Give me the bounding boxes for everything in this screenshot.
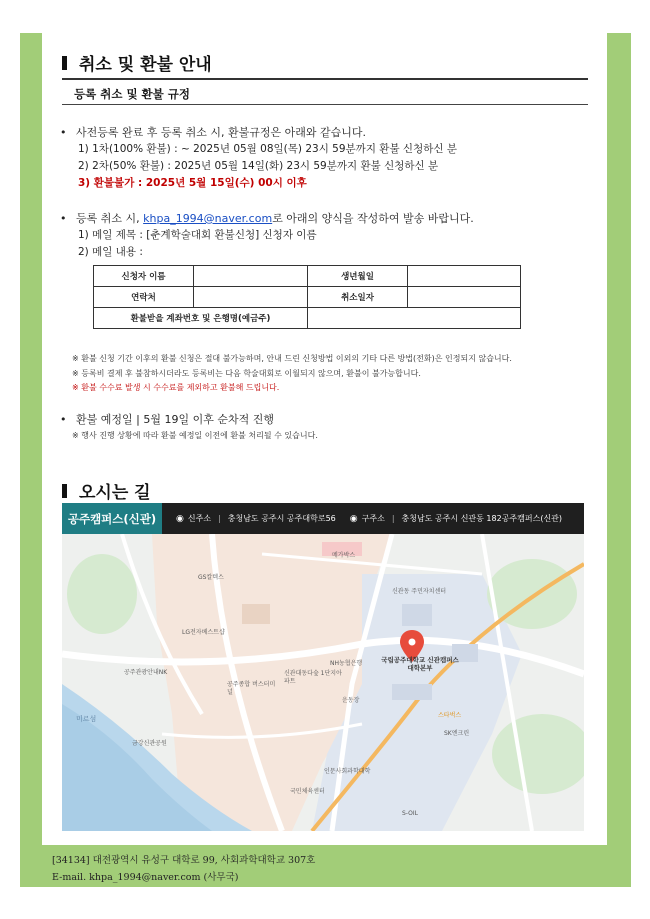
map-label-lg: LG전자베스트샵 — [182, 629, 225, 636]
form-label-applicant: 신청자 이름 — [94, 266, 194, 287]
refund-section-title — [62, 50, 212, 75]
bullet2-prefix: 등록 취소 시, — [76, 212, 144, 225]
form-label-cancel-date: 취소일자 — [308, 287, 408, 308]
form-cell-applicant — [194, 266, 308, 287]
new-address-label: 신주소 — [187, 514, 212, 523]
bullet-icon: • — [60, 212, 67, 225]
map-label-river-park: 금강신관공원 — [132, 740, 167, 747]
bullet-icon: • — [60, 126, 67, 139]
mail-subject: 1) 메일 제목 : [춘계학술대회 환불신청] 신청자 이름 — [78, 229, 317, 241]
old-address-label: 구주소 — [361, 514, 385, 523]
bullet-refund-date — [60, 411, 274, 427]
rule-3: 3) 환불불가 : 2025년 5월 15일(수) 00시 이후 — [78, 177, 307, 189]
map-label-apt: 신관대동다숲 1단지아파트 — [284, 670, 342, 685]
footer-address: [34134] 대전광역시 유성구 대학로 99, 사회과학대학교 307호 — [52, 855, 316, 866]
map-label-starbucks: 스타벅스 — [438, 712, 462, 719]
new-address: 충청남도 공주시 공주대학로56 — [227, 514, 336, 523]
bullet-cancel-email — [60, 210, 474, 226]
rule-2: 2) 2차(50% 환불) : 2025년 05월 14일(화) 23시 59분까지 환불 신청하신 분 — [78, 160, 439, 172]
refund-form-table — [93, 265, 521, 329]
map-label-mega: 메가박스 — [332, 552, 356, 559]
location-pin-icon: ◉ — [176, 513, 184, 524]
old-address: 충청남도 공주시 신관동 182공주캠퍼스(신관) — [401, 514, 563, 523]
note-4: ※ 행사 진행 상황에 따라 환불 예정일 이전에 환불 처리될 수 있습니다. — [72, 431, 318, 440]
form-cell-birth — [408, 266, 521, 287]
form-label-birth: 생년월일 — [308, 266, 408, 287]
bullet1-text: 사전등록 완료 후 등록 취소 시, 환불규정은 아래와 같습니다. — [76, 126, 366, 139]
bullet-icon: • — [60, 413, 67, 426]
map-label-gym: 국민체육센터 — [290, 788, 325, 795]
form-label-contact: 연락처 — [94, 287, 194, 308]
email-link[interactable]: khpa_1994@naver.com — [143, 212, 273, 225]
footer-email: E-mail. khpa_1994@naver.com (사무국) — [52, 872, 239, 883]
note-1: ※ 환불 신청 기간 이후의 환불 신청은 절대 불가능하며, 안내 드린 신청방법 이외의 기타 다른 방법(전화)은 인정되지 않습니다. — [72, 354, 512, 363]
title-bar-icon — [62, 56, 67, 70]
directions-section-title — [62, 478, 151, 503]
form-cell-account — [308, 308, 521, 329]
note-2: ※ 등록비 결제 후 불참하시더라도 등록비는 다음 학술대회로 이월되지 않으며, 환불이 불가능합니다. — [72, 369, 421, 378]
map-label-gs: GS칼텍스 — [198, 574, 224, 581]
refund-subtitle: 등록 취소 및 환불 규정 — [74, 87, 190, 101]
bullet2-suffix: 로 아래의 양식을 작성하여 발송 바랍니다. — [272, 212, 474, 225]
bullet3-text: 환불 예정일 | 5월 19일 이후 순차적 진행 — [76, 413, 274, 426]
divider: | — [218, 514, 221, 523]
bullet-refund-policy — [60, 124, 366, 140]
title-bar-icon — [62, 484, 67, 498]
subtitle-rule — [62, 104, 588, 105]
form-cell-contact — [194, 287, 308, 308]
mail-body: 2) 메일 내용 : — [78, 246, 143, 258]
divider: | — [391, 514, 395, 523]
directions-title-text: 오시는 길 — [79, 483, 151, 503]
map-label-nh: NH농협은행 — [330, 660, 363, 667]
campus-badge: 공주캠퍼스(신관) — [62, 503, 162, 534]
rule-1: 1) 1차(100% 환불) : ~ 2025년 05월 08일(목) 23시 59분까지 환불 신청하신 분 — [78, 143, 457, 155]
title-rule — [62, 78, 588, 80]
map-label-stadium: 운동장 — [342, 697, 360, 704]
green-frame-left — [20, 33, 42, 887]
map-label-terminal: 공주종합 버스터미널 — [227, 681, 276, 696]
form-cell-cancel-date — [408, 287, 521, 308]
map-label-island: 미르섬 — [76, 715, 97, 723]
location-pin-icon: ◉ — [349, 513, 358, 524]
campus-map[interactable] — [62, 534, 584, 831]
map-header — [62, 503, 584, 534]
map-label-sk: SK엔크린 — [444, 730, 470, 737]
map-label-pharmacy: 신관동 주민자치센터 — [392, 588, 447, 595]
form-label-account: 환불받을 계좌번호 및 은행명(예금주) — [94, 308, 308, 329]
green-frame-right — [607, 33, 631, 887]
note-3: ※ 환불 수수료 발생 시 수수료를 제외하고 환불해 드립니다. — [72, 383, 280, 392]
map-label-marker: 국립공주대학교 신관캠퍼스대학본부 — [381, 656, 459, 672]
map-label-ibk: 공주관광안내NK — [124, 669, 168, 676]
refund-title-text: 취소 및 환불 안내 — [79, 55, 212, 75]
map-label-humanities: 인문사회과학대학 — [324, 768, 371, 775]
map-label-soil: S-OIL — [402, 810, 418, 817]
